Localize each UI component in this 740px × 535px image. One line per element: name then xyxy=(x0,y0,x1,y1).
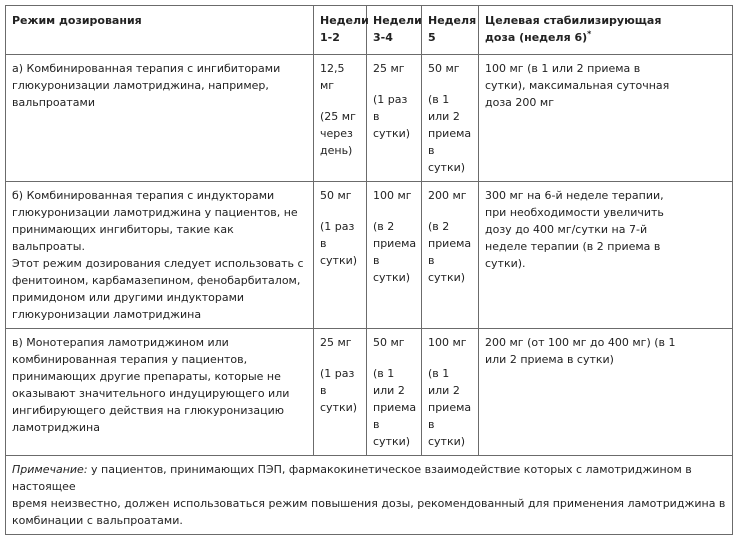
header-regimen: Режим дозирования xyxy=(6,6,314,55)
weeks-1-2-cell: 12,5 мг (25 мг через день) xyxy=(314,55,367,182)
footnote-marker: * xyxy=(587,29,592,39)
regimen-cell: б) Комбинированная терапия с индукторами глюкуронизации ламотриджина у пациентов, не принимающих ингибиторы, такие как вальпроаты. Этот режим дозирования следует использовать с фенитоином, карбамазепином, фенобарбиталом, примидоном или другими индукторами глюкуронизации ламотриджина xyxy=(6,182,314,329)
header-target-dose: Целевая стабилизирующая доза (неделя 6)* xyxy=(479,6,733,55)
note-text: комбинации с вальпроатами. xyxy=(12,514,183,527)
table-header-row xyxy=(6,6,733,55)
target-dose-cell: 100 мг (в 1 или 2 приема в сутки), максимальная суточная доза 200 мг xyxy=(479,55,733,182)
header-weeks-3-4: Недели 3-4 xyxy=(367,6,422,55)
dosing-table xyxy=(5,5,733,535)
note-text: время неизвестно, должен использоваться режим повышения дозы, рекомендованный для применения ламотриджина в xyxy=(12,497,726,510)
week-5-cell: 100 мг (в 1 или 2 приема в сутки) xyxy=(422,329,479,456)
table-row xyxy=(6,182,733,329)
table-row xyxy=(6,329,733,456)
week-5-cell: 200 мг (в 2 приема в сутки) xyxy=(422,182,479,329)
weeks-1-2-cell: 25 мг (1 раз в сутки) xyxy=(314,329,367,456)
regimen-cell: а) Комбинированная терапия с ингибиторами глюкуронизации ламотриджина, например, вальпроатами xyxy=(6,55,314,182)
note-cell xyxy=(6,456,733,535)
header-weeks-1-2: Недели 1-2 xyxy=(314,6,367,55)
week-5-cell: 50 мг (в 1 или 2 приема в сутки) xyxy=(422,55,479,182)
weeks-1-2-cell: 50 мг (1 раз в сутки) xyxy=(314,182,367,329)
note-text: у пациентов, принимающих ПЭП, фармакокинетическое взаимодействие которых с ламотриджином в настоящее xyxy=(12,463,692,493)
weeks-3-4-cell: 25 мг (1 раз в сутки) xyxy=(367,55,422,182)
weeks-3-4-cell: 100 мг (в 2 приема в сутки) xyxy=(367,182,422,329)
table-row xyxy=(6,55,733,182)
note-row xyxy=(6,456,733,535)
target-dose-cell: 300 мг на 6-й неделе терапии, при необходимости увеличить дозу до 400 мг/сутки на 7-й неделе терапии (в 2 приема в сутки). xyxy=(479,182,733,329)
note-label: Примечание: xyxy=(12,463,88,476)
header-week-5: Неделя 5 xyxy=(422,6,479,55)
regimen-cell: в) Монотерапия ламотриджином или комбинированная терапия у пациентов, принимающих другие препараты, которые не оказывают значительного индуцирующего или ингибирующего действия на глюкуронизацию ламотриджина xyxy=(6,329,314,456)
weeks-3-4-cell: 50 мг (в 1 или 2 приема в сутки) xyxy=(367,329,422,456)
target-dose-cell: 200 мг (от 100 мг до 400 мг) (в 1 или 2 приема в сутки) xyxy=(479,329,733,456)
